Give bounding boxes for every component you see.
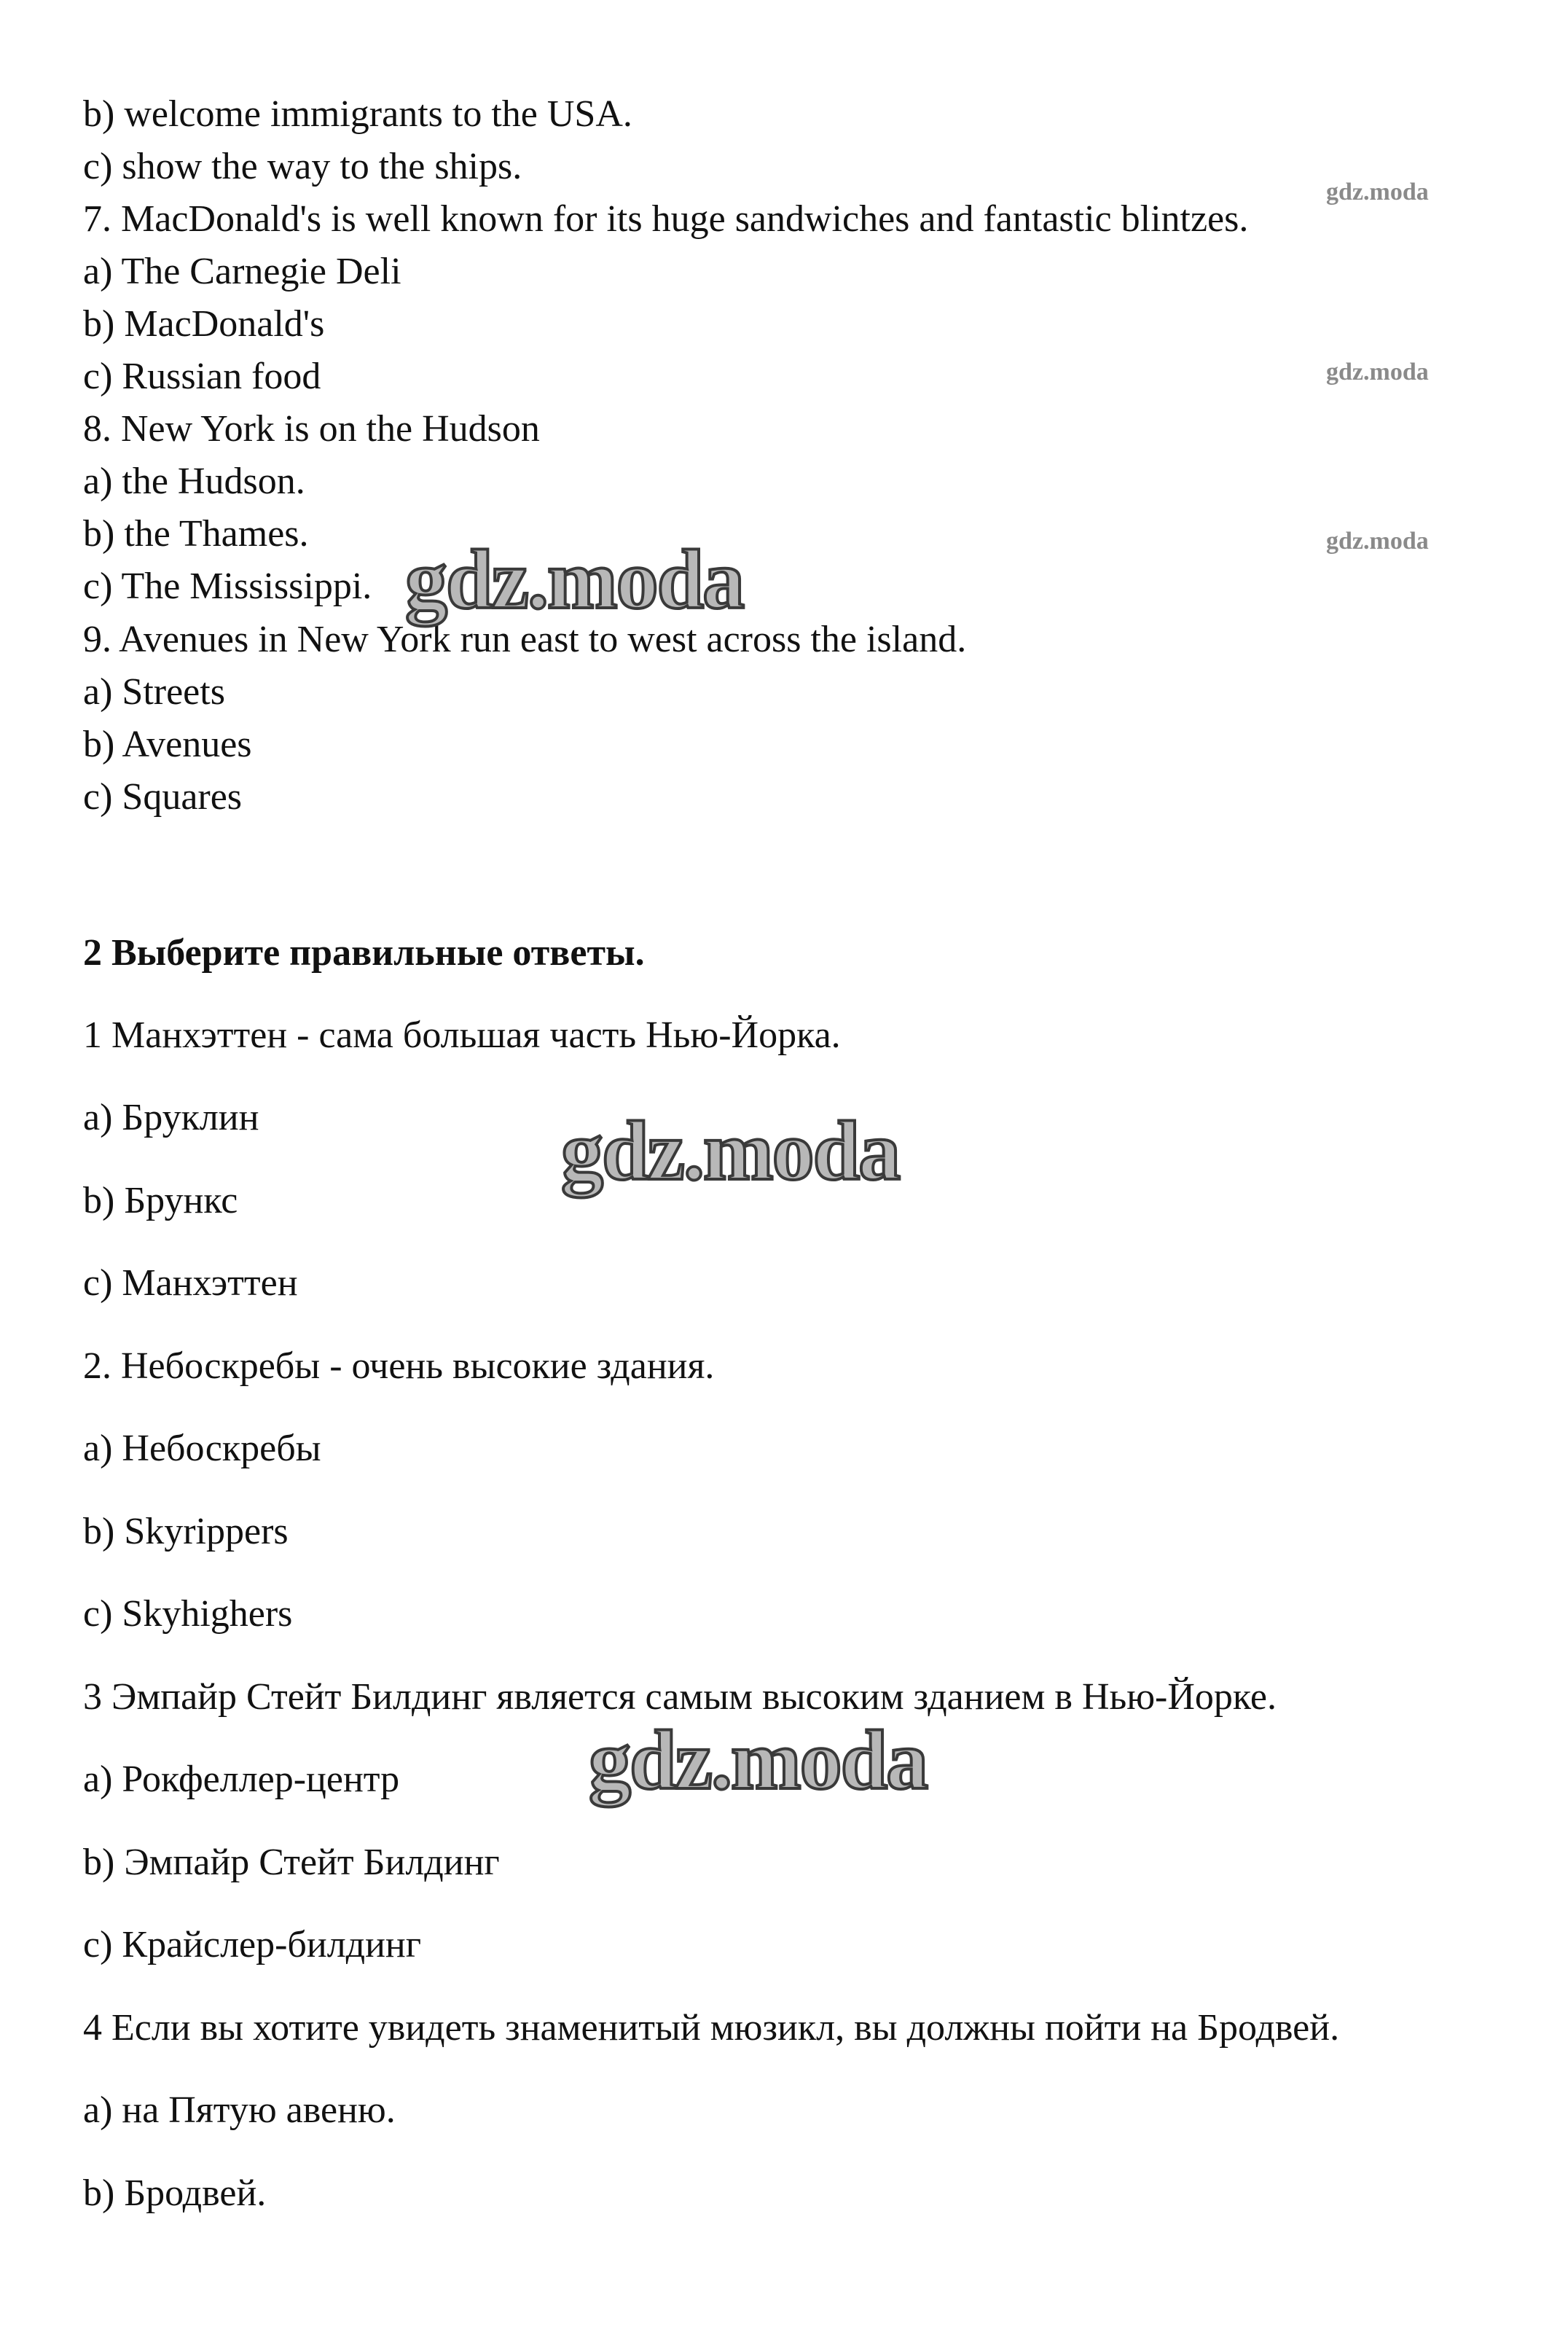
question-line: 9. Avenues in New York run east to west across the island.	[83, 619, 967, 660]
question-line: 7. MacDonald's is well known for its huge sandwiches and fantastic blintzes.	[83, 198, 1249, 240]
option-line: c) show the way to the ships.	[83, 146, 522, 187]
watermark-small: gdz.moda	[1326, 179, 1429, 206]
watermark-small: gdz.moda	[1326, 528, 1429, 555]
option-line: a) the Hudson.	[83, 461, 305, 502]
question-line: 3 Эмпайр Стейт Билдинг является самым высоким зданием в Нью-Йорке.	[83, 1676, 1277, 1718]
option-line: a) Небоскребы	[83, 1428, 321, 1469]
watermark-large: gdz.moda	[561, 1105, 900, 1198]
option-line: b) Эмпайр Стейт Билдинг	[83, 1842, 500, 1883]
option-line: b) Avenues	[83, 724, 252, 765]
option-line: b) Брункс	[83, 1180, 238, 1221]
watermark-large: gdz.moda	[405, 533, 744, 627]
question-line: 4 Если вы хотите увидеть знаменитый мюзикл, вы должны пойти на Бродвей.	[83, 2007, 1340, 2049]
option-line: a) The Carnegie Deli	[83, 251, 401, 292]
option-line: c) The Mississippi.	[83, 566, 372, 607]
option-line: b) welcome immigrants to the USA.	[83, 93, 632, 135]
option-line: a) Рокфеллер-центр	[83, 1759, 400, 1800]
watermark-small: gdz.moda	[1326, 359, 1429, 386]
option-line: b) the Thames.	[83, 513, 309, 555]
watermark-large: gdz.moda	[589, 1714, 928, 1807]
option-line: a) на Пятую авеню.	[83, 2089, 396, 2131]
option-line: b) Бродвей.	[83, 2172, 267, 2214]
question-line: 1 Манхэттен - сама большая часть Нью-Йорка.	[83, 1014, 841, 1056]
option-line: c) Skyhighers	[83, 1593, 293, 1635]
option-line: b) Skyrippers	[83, 1511, 289, 1552]
option-line: b) MacDonald's	[83, 303, 325, 345]
option-line: c) Russian food	[83, 356, 321, 397]
option-line: a) Бруклин	[83, 1097, 259, 1138]
option-line: a) Streets	[83, 671, 225, 713]
question-line: 2. Небоскребы - очень высокие здания.	[83, 1345, 715, 1387]
option-line: c) Squares	[83, 776, 243, 818]
option-line: c) Манхэттен	[83, 1262, 298, 1304]
option-line: c) Крайслер-билдинг	[83, 1924, 422, 1965]
question-line: 8. New York is on the Hudson	[83, 408, 540, 450]
section-heading: 2 Выберите правильные ответы.	[83, 932, 645, 974]
